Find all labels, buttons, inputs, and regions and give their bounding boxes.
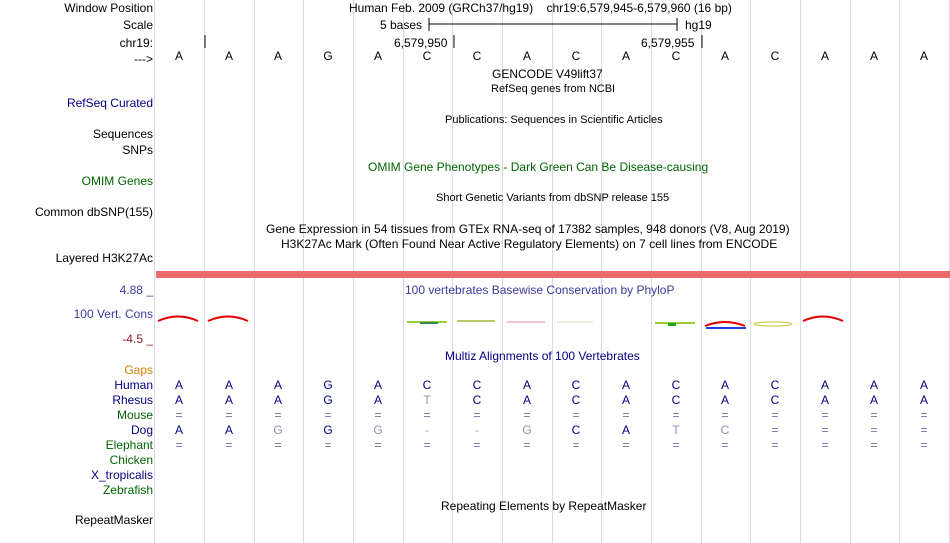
alignment-base: T [423,393,431,407]
alignment-base: = [523,438,531,452]
alignment-base: A [273,378,282,392]
alignment-base: A [522,393,531,407]
alignment-base: = [821,408,829,422]
alignment-base: A [820,393,829,407]
reference-base: A [869,49,878,63]
alignment-base: = [175,438,183,452]
alignment-base: = [324,408,332,422]
reference-base: A [720,49,729,63]
alignment-base: = [771,438,779,452]
alignment-base: = [672,438,680,452]
alignment-base: G [323,378,333,392]
phylop-peak [705,322,745,326]
phylop-low-score [668,323,676,326]
snps-track-label[interactable]: SNPs [122,143,153,157]
alignment-base: A [919,378,928,392]
alignment-base: = [423,438,431,452]
alignment-base: = [771,423,779,437]
alignment-base: G [373,423,383,437]
alignment-base: A [621,423,630,437]
alignment-base: C [770,393,780,407]
chrom-label: chr19: [119,36,153,50]
alignment-base: = [225,438,233,452]
omim-track-label[interactable]: OMIM Genes [81,174,153,188]
alignment-base: = [523,408,531,422]
reference-base: A [522,49,531,63]
alignment-base: C [472,378,482,392]
alignment-base: C [571,378,581,392]
reference-base: C [422,49,432,63]
reference-base: C [770,49,780,63]
alignment-base: G [323,423,333,437]
alignment-base: = [622,408,630,422]
dbsnp-track-title[interactable]: Short Genetic Variants from dbSNP release 155 [436,192,670,204]
alignment-base: C [770,378,780,392]
reference-base: A [224,49,233,63]
alignment-base: - [475,423,479,437]
conservation-track-label[interactable]: 100 Vert. Cons [73,307,153,321]
species-label[interactable]: Dog [130,423,153,437]
multiz-track-title[interactable]: Multiz Alignments of 100 Vertebrates [445,349,640,363]
phylop-peak [803,317,843,322]
species-label[interactable]: X_tropicalis [90,468,153,482]
alignment-base: = [374,438,382,452]
alignment-base: G [273,423,283,437]
alignment-base: = [771,408,779,422]
alignment-base: = [622,438,630,452]
phylop-low-score [420,322,438,324]
alignment-base: A [174,423,183,437]
conservation-track-title[interactable]: 100 vertebrates Basewise Conservation by PhyloP [405,283,675,297]
alignment-base: G [323,393,333,407]
sequences-track-label[interactable]: Sequences [92,127,153,141]
gencode-track-title[interactable]: GENCODE V49lift37 [492,67,603,81]
alignment-base: = [821,438,829,452]
reference-base: C [571,49,581,63]
alignment-base: C [571,393,581,407]
coordinate-2: 6,579,955 [641,36,695,50]
phylop-peak [208,317,248,322]
alignment-base: = [225,408,233,422]
window-position-value[interactable]: Human Feb. 2009 (GRCh37/hg19) chr19:6,579,945-6,579,960 (16 bp) [349,1,732,15]
reference-base: C [472,49,482,63]
alignment-base: A [621,393,630,407]
window-position-label: Window Position [64,1,153,15]
alignment-base: C [671,378,681,392]
alignment-base: = [324,438,332,452]
alignment-base: A [174,393,183,407]
gaps-track-label[interactable]: Gaps [124,363,153,377]
alignment-base: A [224,393,233,407]
alignment-base: C [472,393,482,407]
alignment-base: = [572,408,580,422]
omim-track-title[interactable]: OMIM Gene Phenotypes - Dark Green Can Be Disease-causing [368,160,709,174]
alignment-base: A [224,378,233,392]
alignment-base: = [423,408,431,422]
alignment-base: = [473,408,481,422]
alignment-base: A [869,378,878,392]
alignment-base: = [920,408,928,422]
repeatmasker-track-label[interactable]: RepeatMasker [74,513,153,527]
alignment-base: = [374,408,382,422]
alignment-base: = [721,438,729,452]
alignment-base: = [274,408,282,422]
alignment-base: = [175,408,183,422]
alignment-base: C [671,393,681,407]
reference-base: A [621,49,630,63]
alignment-base: A [820,378,829,392]
species-label[interactable]: Zebrafish [102,483,153,497]
dbsnp-track-label[interactable]: Common dbSNP(155) [34,205,153,219]
reference-base: A [820,49,829,63]
alignment-base: = [821,423,829,437]
alignment-base: = [572,438,580,452]
conservation-min-label: -4.5 _ [122,332,153,346]
alignment-base: - [425,423,429,437]
reference-base: A [919,49,928,63]
alignment-base: = [920,438,928,452]
alignment-base: C [571,423,581,437]
refseq-track-label[interactable]: RefSeq Curated [66,96,153,110]
phylop-peak [158,317,198,322]
alignment-base: A [273,393,282,407]
alignment-base: C [720,423,730,437]
alignment-base: = [870,423,878,437]
reference-base: A [273,49,282,63]
alignment-base: A [919,393,928,407]
alignment-base: = [473,438,481,452]
alignment-base: = [870,438,878,452]
reference-base: G [323,49,333,63]
alignment-base: A [373,378,382,392]
species-label[interactable]: Elephant [105,438,153,452]
species-label[interactable]: Human [114,378,153,392]
species-label[interactable]: Chicken [109,453,153,467]
alignment-base: A [373,393,382,407]
alignment-base: C [422,378,432,392]
alignment-base: A [174,378,183,392]
reference-base: A [373,49,382,63]
alignment-base: = [274,438,282,452]
scale-assembly: hg19 [685,18,712,32]
scale-text: 5 bases [380,18,423,32]
conservation-max-label: 4.88 _ [119,283,153,297]
alignment-base: = [672,408,680,422]
publications-track-title[interactable]: Publications: Sequences in Scientific Articles [445,114,663,126]
alignment-base: A [621,378,630,392]
alignment-base: A [720,393,729,407]
phylop-low-score [754,322,792,326]
alignment-base: = [721,408,729,422]
alignment-base: A [224,423,233,437]
coordinate-1: 6,579,950 [394,36,448,50]
alignment-base: A [720,378,729,392]
h3k27ac-track-title[interactable]: H3K27Ac Mark (Often Found Near Active Regulatory Elements) on 7 cell lines from ENCODE [281,237,778,251]
gtex-track-title[interactable]: Gene Expression in 54 tissues from GTEx RNA-seq of 17382 samples, 948 donors (V8, Aug 2019) [266,222,790,236]
strand-label: ---> [134,52,153,66]
alignment-base: T [672,423,680,437]
species-label[interactable]: Mouse [116,408,153,422]
alignment-base: A [522,378,531,392]
alignment-base: = [920,423,928,437]
scale-label: Scale [122,18,153,32]
reference-base: C [671,49,681,63]
alignment-base: G [522,423,532,437]
refseq-track-subtitle: RefSeq genes from NCBI [491,83,616,95]
h3k27ac-track-label[interactable]: Layered H3K27Ac [55,251,153,265]
reference-base: A [174,49,183,63]
alignment-base: = [870,408,878,422]
repeatmasker-track-title[interactable]: Repeating Elements by RepeatMasker [441,499,647,513]
alignment-base: A [869,393,878,407]
species-label[interactable]: Rhesus [112,393,153,407]
